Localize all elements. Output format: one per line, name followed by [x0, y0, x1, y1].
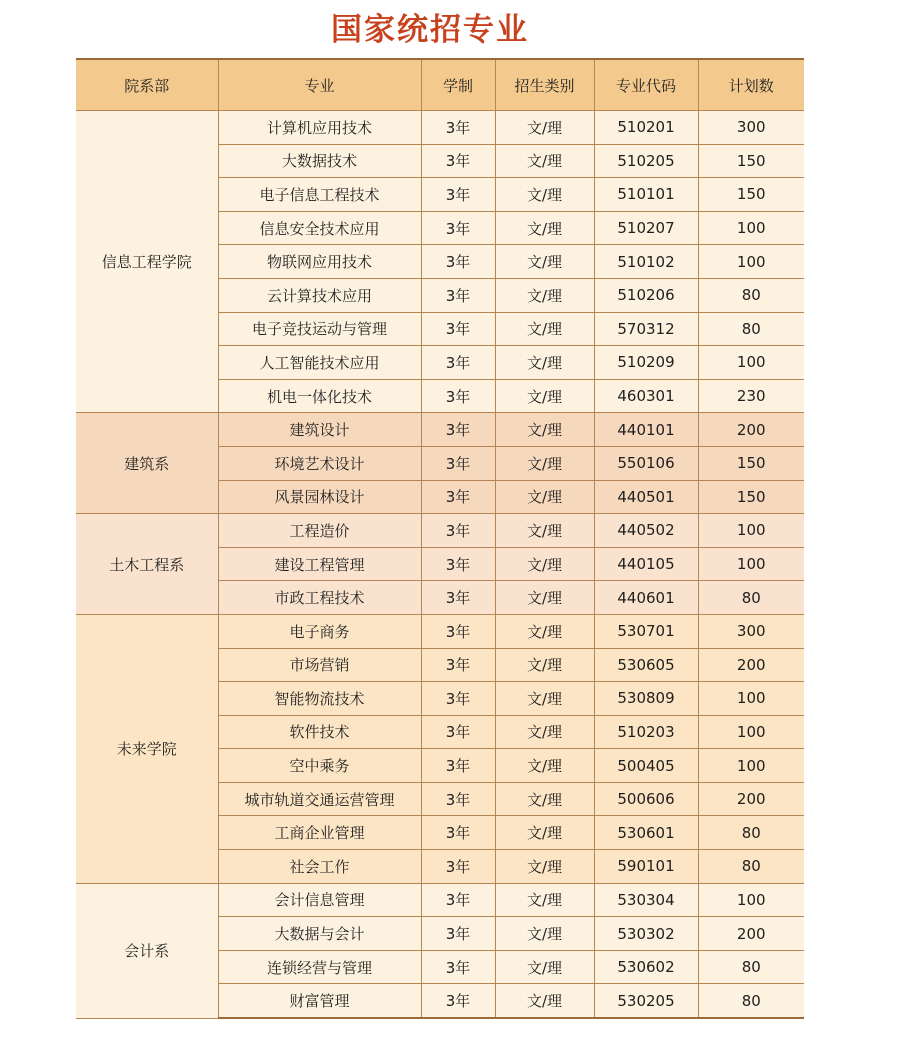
- header-plan: 计划数: [698, 59, 804, 111]
- table-row: [76, 614, 804, 648]
- category-cell: 文/理: [495, 850, 594, 884]
- major-cell: 市政工程技术: [218, 581, 421, 615]
- duration-cell: 3年: [421, 278, 495, 312]
- code-cell: 440502: [594, 514, 698, 548]
- duration-cell: 3年: [421, 816, 495, 850]
- category-cell: 文/理: [495, 346, 594, 380]
- duration-cell: 3年: [421, 917, 495, 951]
- code-cell: 530304: [594, 883, 698, 917]
- category-cell: 文/理: [495, 648, 594, 682]
- plan-cell: 100: [698, 547, 804, 581]
- code-cell: 510205: [594, 144, 698, 178]
- category-cell: 文/理: [495, 111, 594, 145]
- major-cell: 工商企业管理: [218, 816, 421, 850]
- code-cell: 440101: [594, 413, 698, 447]
- code-cell: 550106: [594, 446, 698, 480]
- duration-cell: 3年: [421, 446, 495, 480]
- plan-cell: 300: [698, 614, 804, 648]
- category-cell: 文/理: [495, 682, 594, 716]
- major-cell: 电子信息工程技术: [218, 178, 421, 212]
- major-cell: 大数据与会计: [218, 917, 421, 951]
- header-category: 招生类别: [495, 59, 594, 111]
- duration-cell: 3年: [421, 581, 495, 615]
- header-duration: 学制: [421, 59, 495, 111]
- major-cell: 连锁经营与管理: [218, 950, 421, 984]
- major-cell: 智能物流技术: [218, 682, 421, 716]
- major-cell: 环境艺术设计: [218, 446, 421, 480]
- duration-cell: 3年: [421, 749, 495, 783]
- code-cell: 500606: [594, 782, 698, 816]
- major-cell: 物联网应用技术: [218, 245, 421, 279]
- table-row: [76, 514, 804, 548]
- category-cell: 文/理: [495, 379, 594, 413]
- code-cell: 530601: [594, 816, 698, 850]
- plan-cell: 100: [698, 749, 804, 783]
- duration-cell: 3年: [421, 547, 495, 581]
- duration-cell: 3年: [421, 850, 495, 884]
- major-cell: 工程造价: [218, 514, 421, 548]
- plan-cell: 100: [698, 682, 804, 716]
- header-code: 专业代码: [594, 59, 698, 111]
- major-cell: 建筑设计: [218, 413, 421, 447]
- plan-cell: 200: [698, 648, 804, 682]
- major-cell: 软件技术: [218, 715, 421, 749]
- category-cell: 文/理: [495, 883, 594, 917]
- code-cell: 510206: [594, 278, 698, 312]
- duration-cell: 3年: [421, 111, 495, 145]
- code-cell: 530602: [594, 950, 698, 984]
- plan-cell: 80: [698, 984, 804, 1018]
- major-cell: 人工智能技术应用: [218, 346, 421, 380]
- plan-cell: 100: [698, 883, 804, 917]
- category-cell: 文/理: [495, 984, 594, 1018]
- major-cell: 城市轨道交通运营管理: [218, 782, 421, 816]
- plan-cell: 200: [698, 782, 804, 816]
- major-cell: 计算机应用技术: [218, 111, 421, 145]
- category-cell: 文/理: [495, 211, 594, 245]
- major-cell: 建设工程管理: [218, 547, 421, 581]
- duration-cell: 3年: [421, 614, 495, 648]
- major-cell: 电子商务: [218, 614, 421, 648]
- plan-cell: 150: [698, 144, 804, 178]
- code-cell: 530205: [594, 984, 698, 1018]
- plan-cell: 80: [698, 581, 804, 615]
- duration-cell: 3年: [421, 413, 495, 447]
- major-cell: 市场营销: [218, 648, 421, 682]
- category-cell: 文/理: [495, 514, 594, 548]
- duration-cell: 3年: [421, 514, 495, 548]
- header-department: 院系部: [76, 59, 218, 111]
- plan-cell: 200: [698, 917, 804, 951]
- duration-cell: 3年: [421, 682, 495, 716]
- duration-cell: 3年: [421, 144, 495, 178]
- plan-cell: 80: [698, 312, 804, 346]
- major-cell: 大数据技术: [218, 144, 421, 178]
- category-cell: 文/理: [495, 413, 594, 447]
- category-cell: 文/理: [495, 446, 594, 480]
- plan-cell: 200: [698, 413, 804, 447]
- plan-cell: 150: [698, 480, 804, 514]
- category-cell: 文/理: [495, 480, 594, 514]
- major-cell: 会计信息管理: [218, 883, 421, 917]
- category-cell: 文/理: [495, 278, 594, 312]
- table-body: [76, 111, 804, 1019]
- department-cell: 未来学院: [76, 614, 218, 883]
- major-cell: 空中乘务: [218, 749, 421, 783]
- majors-table: [76, 58, 804, 1019]
- plan-cell: 100: [698, 514, 804, 548]
- header-major: 专业: [218, 59, 421, 111]
- code-cell: 510102: [594, 245, 698, 279]
- code-cell: 510201: [594, 111, 698, 145]
- category-cell: 文/理: [495, 614, 594, 648]
- plan-cell: 230: [698, 379, 804, 413]
- code-cell: 500405: [594, 749, 698, 783]
- plan-cell: 80: [698, 950, 804, 984]
- table-header-row: [76, 59, 804, 111]
- category-cell: 文/理: [495, 178, 594, 212]
- plan-cell: 150: [698, 178, 804, 212]
- duration-cell: 3年: [421, 782, 495, 816]
- plan-cell: 100: [698, 715, 804, 749]
- department-cell: 建筑系: [76, 413, 218, 514]
- duration-cell: 3年: [421, 346, 495, 380]
- department-cell: 信息工程学院: [76, 111, 218, 413]
- duration-cell: 3年: [421, 950, 495, 984]
- duration-cell: 3年: [421, 648, 495, 682]
- category-cell: 文/理: [495, 749, 594, 783]
- plan-cell: 150: [698, 446, 804, 480]
- category-cell: 文/理: [495, 715, 594, 749]
- major-cell: 财富管理: [218, 984, 421, 1018]
- category-cell: 文/理: [495, 312, 594, 346]
- table-row: [76, 413, 804, 447]
- duration-cell: 3年: [421, 379, 495, 413]
- code-cell: 510101: [594, 178, 698, 212]
- duration-cell: 3年: [421, 178, 495, 212]
- code-cell: 590101: [594, 850, 698, 884]
- code-cell: 530701: [594, 614, 698, 648]
- duration-cell: 3年: [421, 211, 495, 245]
- code-cell: 440601: [594, 581, 698, 615]
- plan-cell: 100: [698, 245, 804, 279]
- plan-cell: 80: [698, 816, 804, 850]
- page-title: 国家统招专业: [331, 12, 529, 48]
- major-cell: 机电一体化技术: [218, 379, 421, 413]
- code-cell: 530809: [594, 682, 698, 716]
- duration-cell: 3年: [421, 883, 495, 917]
- major-cell: 电子竞技运动与管理: [218, 312, 421, 346]
- table-row: [76, 883, 804, 917]
- code-cell: 440105: [594, 547, 698, 581]
- category-cell: 文/理: [495, 581, 594, 615]
- department-cell: 会计系: [76, 883, 218, 1018]
- category-cell: 文/理: [495, 547, 594, 581]
- code-cell: 510207: [594, 211, 698, 245]
- table-row: [76, 111, 804, 145]
- category-cell: 文/理: [495, 816, 594, 850]
- code-cell: 530605: [594, 648, 698, 682]
- plan-cell: 80: [698, 850, 804, 884]
- duration-cell: 3年: [421, 715, 495, 749]
- duration-cell: 3年: [421, 480, 495, 514]
- plan-cell: 80: [698, 278, 804, 312]
- code-cell: 510209: [594, 346, 698, 380]
- plan-cell: 100: [698, 211, 804, 245]
- code-cell: 440501: [594, 480, 698, 514]
- plan-cell: 300: [698, 111, 804, 145]
- major-cell: 社会工作: [218, 850, 421, 884]
- code-cell: 570312: [594, 312, 698, 346]
- category-cell: 文/理: [495, 950, 594, 984]
- category-cell: 文/理: [495, 917, 594, 951]
- major-cell: 信息安全技术应用: [218, 211, 421, 245]
- plan-cell: 100: [698, 346, 804, 380]
- department-cell: 土木工程系: [76, 514, 218, 615]
- duration-cell: 3年: [421, 984, 495, 1018]
- duration-cell: 3年: [421, 312, 495, 346]
- category-cell: 文/理: [495, 144, 594, 178]
- major-cell: 风景园林设计: [218, 480, 421, 514]
- category-cell: 文/理: [495, 245, 594, 279]
- major-cell: 云计算技术应用: [218, 278, 421, 312]
- code-cell: 510203: [594, 715, 698, 749]
- category-cell: 文/理: [495, 782, 594, 816]
- code-cell: 530302: [594, 917, 698, 951]
- code-cell: 460301: [594, 379, 698, 413]
- duration-cell: 3年: [421, 245, 495, 279]
